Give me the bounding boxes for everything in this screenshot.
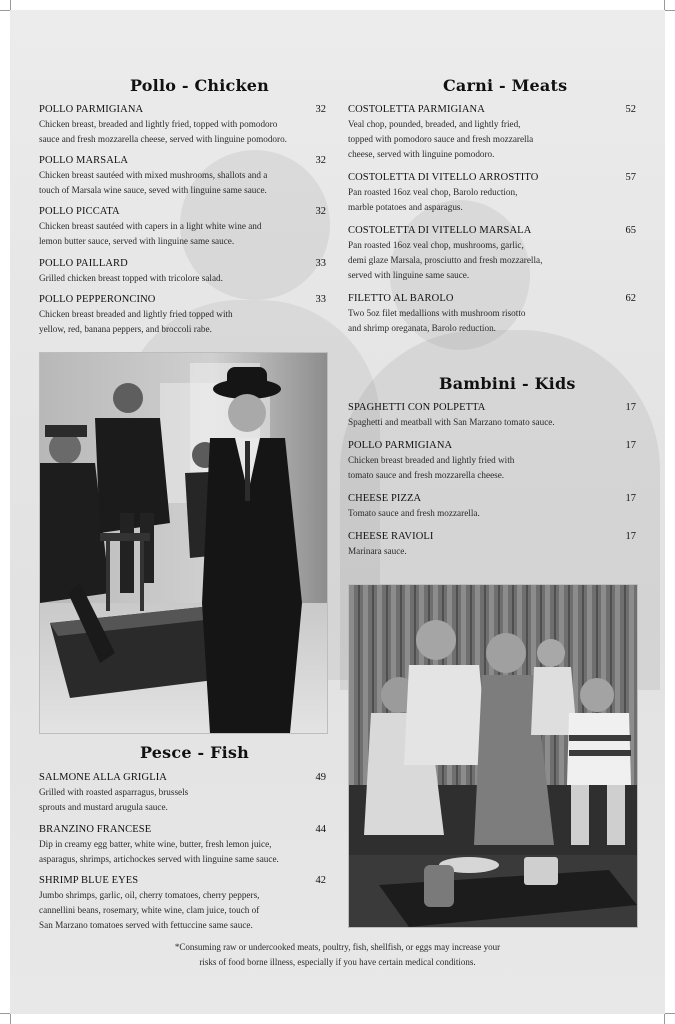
item-name: FILETTO AL BAROLO bbox=[348, 293, 454, 304]
item-description: Tomato sauce and fresh mozzarella. bbox=[348, 508, 480, 518]
item-description: Chicken breast sautéed with mixed mushrooms, shallots and a touch of Marsala wine sauce, seved with linguine same sauce. bbox=[39, 170, 268, 195]
item-name: POLLO PARMIGIANA bbox=[348, 440, 453, 451]
crop-mark bbox=[0, 10, 10, 11]
item-name: POLLO PAILLARD bbox=[39, 258, 128, 269]
item-price: 57 bbox=[625, 172, 636, 183]
crop-mark bbox=[664, 1014, 665, 1024]
crop-mark bbox=[664, 0, 665, 10]
crop-mark bbox=[0, 1013, 10, 1014]
menu-item bbox=[348, 103, 636, 162]
menu-item bbox=[39, 823, 326, 867]
item-name: POLLO PEPPERONCINO bbox=[39, 294, 156, 305]
item-name: POLLO PICCATA bbox=[39, 206, 120, 217]
item-name: SPAGHETTI CON POLPETTA bbox=[348, 402, 486, 413]
item-name: BRANZINO FRANCESE bbox=[39, 824, 152, 835]
item-price: 33 bbox=[315, 294, 326, 305]
item-description: Marinara sauce. bbox=[348, 546, 407, 556]
item-price: 17 bbox=[625, 493, 636, 504]
photo-group-portrait bbox=[39, 352, 328, 734]
item-description: Grilled chicken breast topped with tricolore salad. bbox=[39, 273, 223, 283]
item-price: 62 bbox=[625, 293, 636, 304]
item-description: Chicken breast breaded and lightly fried topped with yellow, red, banana peppers, and broccoli rabe. bbox=[39, 309, 233, 334]
food-safety-footnote: *Consuming raw or undercooked meats, poultry, fish, shellfish, or eggs may increase your risks of food borne illness, especially if you have certain medical conditions. bbox=[174, 942, 501, 967]
menu-item bbox=[348, 401, 636, 430]
item-name: COSTOLETTA DI VITELLO MARSALA bbox=[348, 225, 532, 236]
item-price: 32 bbox=[315, 155, 326, 166]
item-price: 49 bbox=[315, 772, 326, 783]
item-name: SHRIMP BLUE EYES bbox=[39, 875, 139, 886]
item-name: CHEESE RAVIOLI bbox=[348, 531, 434, 542]
crop-mark bbox=[665, 1013, 675, 1014]
item-price: 52 bbox=[625, 104, 636, 115]
item-name: SALMONE ALLA GRIGLIA bbox=[39, 772, 167, 783]
item-price: 17 bbox=[625, 531, 636, 542]
crop-mark bbox=[665, 10, 675, 11]
crop-mark bbox=[10, 1014, 11, 1024]
menu-item bbox=[39, 293, 326, 337]
item-price: 44 bbox=[315, 824, 326, 835]
item-description: Spaghetti and meatball with San Marzano tomato sauce. bbox=[348, 417, 555, 427]
item-price: 65 bbox=[625, 225, 636, 236]
item-description: Jumbo shrimps, garlic, oil, cherry tomatoes, cherry peppers, cannellini beans, rosemary, white wine, clam juice, touch of San Marzano tomatoes served with fettuccine same sauce. bbox=[39, 890, 260, 930]
menu-item bbox=[348, 530, 636, 559]
item-description: Chicken breast breaded and lightly fried with tomato sauce and fresh mozzarella cheese. bbox=[348, 455, 515, 480]
menu-item bbox=[39, 205, 326, 249]
item-name: CHEESE PIZZA bbox=[348, 493, 422, 504]
item-price: 17 bbox=[625, 402, 636, 413]
item-price: 32 bbox=[315, 206, 326, 217]
item-name: POLLO PARMIGIANA bbox=[39, 104, 144, 115]
section-title-chicken: Pollo - Chicken bbox=[130, 76, 269, 95]
item-description: Two 5oz filet medallions with mushroom risotto and shrimp oreganata, Barolo reduction. bbox=[348, 308, 526, 333]
item-description: Veal chop, pounded, breaded, and lightly fried, topped with pomodoro sauce and fresh mozzarella cheese, served with linguine pomodoro. bbox=[348, 119, 534, 159]
family-portrait-image bbox=[349, 585, 637, 927]
menu-item bbox=[39, 154, 326, 198]
menu-item bbox=[348, 292, 636, 336]
group-portrait-image bbox=[40, 353, 327, 733]
section-title-kids: Bambini - Kids bbox=[439, 374, 576, 393]
item-price: 17 bbox=[625, 440, 636, 451]
item-price: 42 bbox=[315, 875, 326, 886]
menu-item bbox=[39, 257, 326, 286]
menu-item bbox=[348, 492, 636, 521]
section-title-fish: Pesce - Fish bbox=[140, 743, 249, 762]
item-name: COSTOLETTA PARMIGIANA bbox=[348, 104, 485, 115]
photo-family-portrait bbox=[348, 584, 638, 928]
item-price: 33 bbox=[315, 258, 326, 269]
section-title-meats: Carni - Meats bbox=[443, 76, 568, 95]
item-name: POLLO MARSALA bbox=[39, 155, 129, 166]
item-description: Grilled with roasted asparragus, brussels sprouts and mustard arugula sauce. bbox=[39, 787, 189, 812]
menu-item bbox=[348, 439, 636, 483]
menu-item bbox=[39, 771, 326, 815]
item-description: Pan roasted 16oz veal chop, Barolo reduction, marble potatoes and asparagus. bbox=[348, 187, 518, 212]
item-name: COSTOLETTA DI VITELLO ARROSTITO bbox=[348, 172, 539, 183]
item-price: 32 bbox=[315, 104, 326, 115]
menu-item bbox=[39, 103, 326, 147]
menu-item bbox=[348, 224, 636, 283]
menu-item bbox=[39, 874, 326, 933]
item-description: Dip in creamy egg batter, white wine, butter, fresh lemon juice, asparagus, shrimps, artichockes served with linguine same sauce. bbox=[39, 839, 279, 864]
crop-mark bbox=[10, 0, 11, 10]
menu-item bbox=[348, 171, 636, 215]
item-description: Chicken breast, breaded and lightly fried, topped with pomodoro sauce and fresh mozzarella cheese, served with linguine pomodoro. bbox=[39, 119, 287, 144]
item-description: Pan roasted 16oz veal chop, mushrooms, garlic, demi glaze Marsala, prosciutto and fresh mozzarella, served with linguine same sauce. bbox=[348, 240, 543, 280]
item-description: Chicken breast sautéed with capers in a light white wine and lemon butter sauce, served with linguine same sauce. bbox=[39, 221, 262, 246]
